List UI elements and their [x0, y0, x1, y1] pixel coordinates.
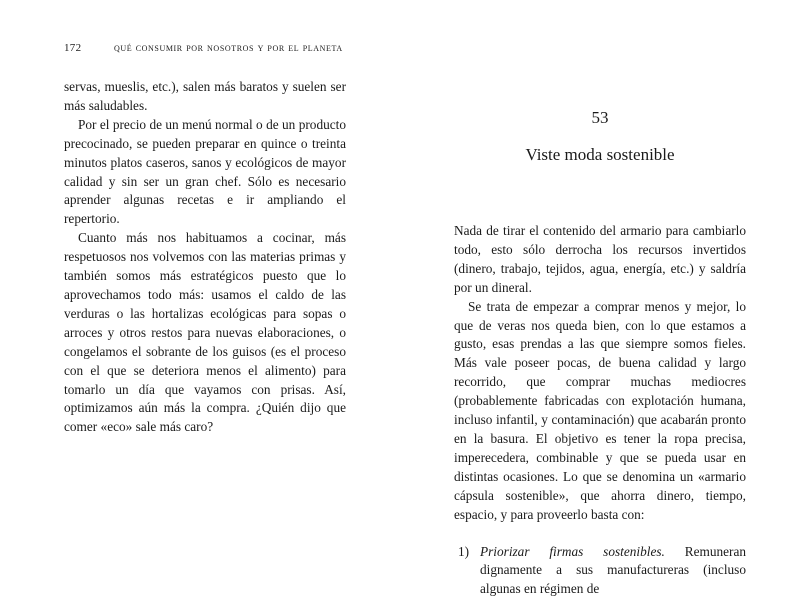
list-item-title: Priorizar firmas sostenibles. — [480, 544, 665, 559]
running-head — [64, 42, 343, 54]
paragraph: Se trata de empezar a comprar menos y mejor, lo que de veras nos queda bien, con lo que estamos a gusto, esas prendas a las que siempre somos fieles. Más vale poseer pocas, de buena calidad y largo recorrido, que comprar muchas mediocres (probablemente fabricadas con explotación humana, incluso infantil, y contaminación) que acabarán pronto en la basura. El objetivo es tener la ropa precisa, imperecedera, combinable y que se pueda usar en distintas ocasiones. Lo que se denomina un «armario cápsula sostenible», que ahorra dinero, tiempo, espacio, y para proveerlo basta con: — [454, 298, 746, 525]
right-body-text — [454, 222, 746, 599]
running-title: qué consumir por nosotros y por el planeta — [114, 42, 343, 54]
paragraph: Por el precio de un menú normal o de un producto precocinado, se pueden preparar en quince o treinta minutos platos caseros, sanos y ecológicos de mayor calidad y sin ser un gran chef. Sólo es necesario aprender algunas recetas e ir ampliando el repertorio. — [64, 116, 346, 229]
paragraph: Cuanto más nos habituamos a cocinar, más respetuosos nos volvemos con las materias primas y también somos más estratégicos puesto que lo aprovechamos todo más: usamos el caldo de las verduras o las hortalizas ecológicas para sopas o arroces y otros restos para nuevas elaboraciones, o congelamos el sobrante de los guisos (es el proceso con el que se deteriora menos el alimento) para tomarlo un día que vayamos con prisas. Así, optimizamos aún más la compra. ¿Quién dijo que comer «eco» sale más caro? — [64, 229, 346, 437]
page-number: 172 — [64, 42, 114, 54]
list-item — [454, 543, 746, 599]
paragraph: Nada de tirar el contenido del armario para cambiarlo todo, esto sólo derrocha los recursos invertidos (dinero, trabajo, tejidos, agua, energía, etc.) y saldría por un dineral. — [454, 222, 746, 298]
paragraph: servas, mueslis, etc.), salen más baratos y suelen ser más saludables. — [64, 78, 346, 116]
left-body-text — [64, 78, 346, 437]
right-page — [400, 0, 800, 560]
list-item-text: Remuneran dignamente a sus manufactureras (incluso algunas en régimen de — [480, 544, 746, 597]
list-item-number: 1) — [458, 543, 469, 562]
left-page — [0, 0, 400, 560]
chapter-title: Viste moda sostenible — [400, 145, 800, 165]
chapter-number: 53 — [400, 108, 800, 128]
